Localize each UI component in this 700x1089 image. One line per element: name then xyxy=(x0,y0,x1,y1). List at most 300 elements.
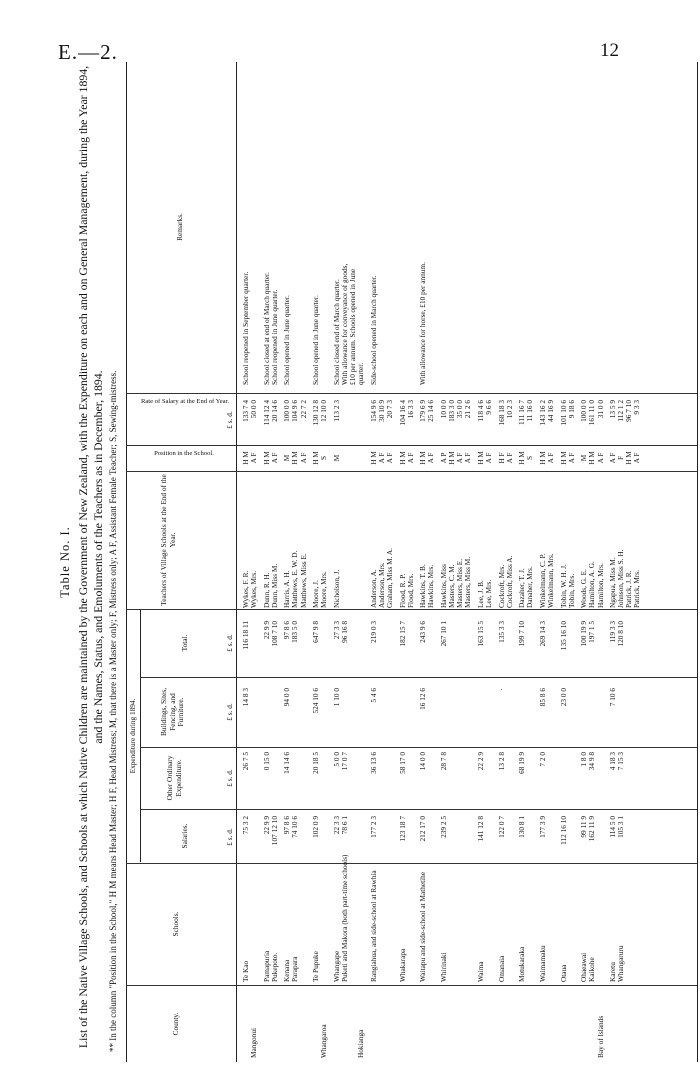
cell-line: Hawkins, Mrs. xyxy=(426,564,436,608)
col-rule xyxy=(126,471,697,472)
cell-line: 119 3 3 xyxy=(608,621,618,643)
cell-line: 116 18 11 xyxy=(241,621,250,650)
total-cell xyxy=(609,621,625,669)
cell-line: 78 6 1 xyxy=(339,816,349,835)
cell-line: Parapara xyxy=(290,956,300,982)
remarks-cell xyxy=(283,295,291,385)
cell-line: Masters, Miss M. xyxy=(463,556,473,608)
cell-line: 182 15 7 xyxy=(397,621,407,647)
cell-line: Ohaeawai xyxy=(579,952,589,982)
teachers-cell xyxy=(399,574,415,608)
buildings-cell xyxy=(283,688,291,742)
total-cell xyxy=(580,621,596,669)
cell-line: Pukepoto. xyxy=(269,952,279,982)
cell-line: 14 0 0 xyxy=(418,752,428,771)
cell-line: Lee, Mrs. xyxy=(483,579,493,608)
rate-cell xyxy=(312,400,328,444)
cell-line: quarter. xyxy=(356,362,366,385)
page-header xyxy=(0,0,700,70)
cell-line: S xyxy=(525,455,535,461)
county-cell: Mangonui xyxy=(249,1028,259,1058)
total-cell xyxy=(312,621,320,669)
schools-cell xyxy=(242,961,250,982)
other-expenditure-cell xyxy=(370,752,378,804)
cell-line: Anderson, A. xyxy=(368,569,378,608)
cell-line: Kaikohe xyxy=(587,957,597,982)
buildings-cell xyxy=(498,688,506,742)
cell-line: H M xyxy=(587,451,597,465)
cell-line: Wykes, F. R. xyxy=(241,570,250,608)
total-cell xyxy=(370,621,378,669)
position-cell xyxy=(518,447,534,469)
cell-line: With allowance for horse, £10 per annum. xyxy=(418,262,428,385)
salaries-cell xyxy=(263,816,279,862)
position-cell xyxy=(283,447,307,469)
cell-line: A F xyxy=(426,452,436,464)
cell-line: 100 19 9 xyxy=(579,621,589,647)
cell-line: 9 18 6 xyxy=(566,400,576,419)
cell-line: 7 2 0 xyxy=(538,752,547,767)
cell-line: 50 0 0 xyxy=(249,400,259,419)
salaries-cell xyxy=(399,816,407,862)
cell-line: 23 0 0 xyxy=(558,688,568,707)
teachers-cell xyxy=(370,548,394,608)
page-reference: E.—2. xyxy=(58,40,118,64)
cell-line: Ngapua, Miss M. xyxy=(608,557,618,608)
col-rule xyxy=(126,985,697,986)
table-caption: List of the Native Village Schools, and Schools at which Native Children are maintained by the Government of New Zealand, with the Expenditure on each and on General Management, during the Year 1894, and the Names, Status, and Emoluments of the Teachers as in December, 1894. xyxy=(76,65,105,1049)
cell-line: Te Kao xyxy=(241,960,250,982)
total-cell xyxy=(242,621,250,669)
cell-line: 5 4 6 xyxy=(368,688,378,703)
schools-cell xyxy=(440,952,448,982)
schools-cell xyxy=(399,949,407,982)
cell-line: Cockroft, Miss A. xyxy=(504,555,514,608)
cell-line: 13 5 9 xyxy=(608,400,618,419)
teachers-cell xyxy=(609,550,641,608)
page-number: 12 xyxy=(600,40,619,61)
cell-line: 219 0 3 xyxy=(368,621,378,643)
cell-line: Hamilton, Mrs. xyxy=(595,563,605,608)
schools-cell xyxy=(580,953,596,982)
cell-line: A F xyxy=(595,452,605,464)
cell-line: 114 12 4 xyxy=(261,400,271,426)
teachers-cell xyxy=(518,566,534,608)
cell-line: 104 9 6 xyxy=(290,400,300,422)
cell-line: 22 7 2 xyxy=(298,400,308,419)
cell-line: 44 16 9 xyxy=(546,400,556,422)
total-cell xyxy=(518,621,526,669)
cell-line: Whangaruru xyxy=(616,945,626,982)
salaries-cell xyxy=(498,816,506,862)
cell-line: Whirinaki xyxy=(439,952,448,982)
cell-line: Flood, Mrs. xyxy=(405,573,415,608)
schools-cell xyxy=(560,965,568,982)
cell-line: A F xyxy=(463,452,473,464)
header-other: Other Ordinary Expenditure. xyxy=(165,755,183,801)
teachers-cell xyxy=(283,551,307,608)
buildings-cell xyxy=(370,688,378,742)
cell-line: Masters, Miss E. xyxy=(455,558,465,608)
cell-line: 11 16 0 xyxy=(525,400,535,422)
schools-cell xyxy=(312,951,320,982)
buildings-cell xyxy=(539,688,547,742)
cell-line: Patrick, Mrs. xyxy=(632,570,642,608)
cell-line: Flood, R. P. xyxy=(397,573,407,608)
teachers-cell xyxy=(419,564,435,608)
cell-line: Tobin, W. H. J. xyxy=(558,564,568,608)
cell-line: A F xyxy=(384,452,394,464)
cell-line: A F xyxy=(376,452,386,464)
cell-line: 1 8 0 xyxy=(579,752,589,767)
cell-line: 20 18 5 xyxy=(311,752,321,774)
cell-line: School closed end of March quarter. xyxy=(331,279,341,385)
rate-cell xyxy=(440,400,472,444)
cell-line: A F xyxy=(546,452,556,464)
cell-line: 212 17 0 xyxy=(418,816,428,842)
total-cell xyxy=(399,621,407,669)
schools-cell xyxy=(518,947,526,982)
cell-line: 177 3 9 xyxy=(538,816,547,838)
cell-line: Pamapuria xyxy=(261,950,271,982)
cell-line: 1 10 0 xyxy=(331,688,341,707)
cell-line: 101 10 6 xyxy=(558,400,568,426)
cell-line: 154 9 6 xyxy=(368,400,378,422)
header-bottom-rule xyxy=(236,62,237,1062)
cell-line: Wykes, Mrs. xyxy=(249,570,259,608)
rate-cell xyxy=(399,400,415,444)
total-cell xyxy=(477,621,485,669)
cell-line: H M xyxy=(624,451,634,465)
cell-line: 183 3 0 xyxy=(447,400,457,422)
header-teachers: Teachers of Village Schools at the End of the Year. xyxy=(159,474,177,606)
cell-line: Motukaraka xyxy=(517,946,527,982)
header-total: Total. xyxy=(180,634,189,652)
cell-line: 122 0 7 xyxy=(496,816,506,838)
cell-line: Otaua xyxy=(558,964,568,982)
total-cell xyxy=(419,621,427,669)
cell-line: A F xyxy=(566,452,576,464)
cell-line: Matthews, E. W. D. xyxy=(290,550,300,608)
cell-line: Hamilton, A. G. xyxy=(587,561,597,608)
total-cell xyxy=(440,621,448,669)
rate-cell xyxy=(580,400,604,444)
buildings-cell xyxy=(609,688,617,742)
expenditure-table xyxy=(126,62,698,1062)
other-expenditure-cell xyxy=(580,752,596,804)
cell-line: Masters, C. M. xyxy=(447,564,457,608)
cell-line: 135 16 10 xyxy=(558,621,568,651)
cell-line: 267 10 1 xyxy=(439,621,448,647)
cell-line: 16 3 3 xyxy=(405,400,415,419)
teachers-cell xyxy=(333,570,341,608)
position-cell xyxy=(312,447,328,469)
cell-line: Whakarapa xyxy=(397,948,407,982)
cell-line: 17 0 7 xyxy=(339,752,349,771)
cell-line: Winkelmann, Mrs. xyxy=(546,553,556,608)
cell-line: 102 0 9 xyxy=(311,816,321,838)
salaries-cell xyxy=(518,816,526,862)
cell-line: 4 18 3 xyxy=(608,752,618,771)
cell-line: Dunn, R. H. xyxy=(261,572,271,608)
cell-line: Te Pupuke xyxy=(311,951,321,982)
col-rule xyxy=(126,445,697,446)
col-rule xyxy=(140,747,697,748)
rate-cell xyxy=(263,400,279,444)
other-expenditure-cell xyxy=(539,752,547,804)
cell-line: A F xyxy=(632,452,642,464)
total-cell xyxy=(333,621,349,669)
teachers-cell xyxy=(539,553,555,608)
cell-line: A F xyxy=(298,452,308,464)
cell-line: 104 16 4 xyxy=(397,400,407,426)
rate-cell xyxy=(539,400,555,444)
schools-cell xyxy=(498,956,506,982)
remarks-cell xyxy=(263,272,279,385)
teachers-cell xyxy=(440,557,472,608)
cell-line: H M xyxy=(290,451,300,465)
cell-line: 7 10 6 xyxy=(608,688,618,707)
cell-line: M xyxy=(282,454,292,462)
cell-line: 34 9 8 xyxy=(587,752,597,771)
cell-line: H M xyxy=(311,451,321,465)
cell-line: 26 7 5 xyxy=(241,752,250,771)
cell-line: A F xyxy=(269,452,279,464)
cell-line: Woods, G. E. xyxy=(579,569,589,608)
cell-line: School closed at end of March quarter. xyxy=(261,272,271,385)
rate-cell xyxy=(242,400,258,444)
header-expenditure: Expenditure during 1894. xyxy=(128,698,137,774)
cell-line: H M xyxy=(418,451,428,465)
cell-line: Danaher, Mrs. xyxy=(525,566,535,608)
salaries-cell xyxy=(609,816,625,862)
other-expenditure-cell xyxy=(477,752,485,804)
cell-line: 14 8 3 xyxy=(241,688,250,707)
cell-line: Nicholson, J. xyxy=(331,569,341,608)
cell-line: H M xyxy=(241,451,250,465)
cell-line: Matthews, Miss E. xyxy=(298,553,308,608)
position-cell xyxy=(263,447,279,469)
cell-line: 0 15 0 xyxy=(261,752,271,771)
col-rule xyxy=(126,393,697,394)
cell-line: School reopened in September quarter. xyxy=(241,271,250,385)
position-cell xyxy=(539,447,555,469)
rate-cell xyxy=(518,400,534,444)
cell-line: H M xyxy=(397,451,407,465)
teachers-cell xyxy=(498,556,514,608)
position-cell xyxy=(419,447,435,469)
col-rule xyxy=(140,809,697,810)
buildings-cell xyxy=(333,688,341,742)
table-title: Table No. I. xyxy=(58,526,72,598)
cell-line: 99 11 9 xyxy=(579,816,589,838)
cell-line: 22 9 9 xyxy=(261,816,271,835)
unit-other: £ s. d. xyxy=(225,769,234,787)
cell-line: 269 14 3 xyxy=(538,621,547,647)
cell-line: 75 3 2 xyxy=(241,816,250,835)
cell-line: 112 1 2 xyxy=(616,400,626,422)
position-cell xyxy=(560,447,576,469)
remarks-cell xyxy=(242,272,250,385)
cell-line: 68 19 9 xyxy=(517,752,527,774)
other-expenditure-cell xyxy=(609,752,625,804)
cell-line: H M xyxy=(517,451,527,465)
cell-line: Tobin, Mrs. xyxy=(566,573,576,608)
cell-line: 31 0 0 xyxy=(595,400,605,419)
cell-line: Kenana xyxy=(282,959,292,982)
cell-line: A F xyxy=(483,452,493,464)
buildings-cell xyxy=(419,688,427,742)
cell-line: 36 13 6 xyxy=(368,752,378,774)
cell-line: 22 9 9 xyxy=(261,621,271,640)
table-bottom-rule xyxy=(697,62,698,1062)
cell-line: 130 12 8 xyxy=(311,400,321,426)
salaries-cell xyxy=(283,816,299,862)
cell-line: F xyxy=(616,455,626,461)
county-cell: Whangaroa xyxy=(319,1024,329,1058)
cell-line: Moore, J. xyxy=(311,580,321,608)
cell-line: H M xyxy=(558,451,568,465)
cell-line: 118 4 6 xyxy=(475,400,485,422)
rate-cell xyxy=(498,400,514,444)
rate-cell xyxy=(477,400,493,444)
cell-line: 22 2 9 xyxy=(475,752,485,771)
cell-line: H M xyxy=(538,451,547,465)
cell-line: Patrick, J. R. xyxy=(624,570,634,608)
buildings-cell xyxy=(560,688,568,742)
cell-line: Waitapu and side-school at Mathetihe xyxy=(418,871,428,982)
cell-line: 114 5 0 xyxy=(608,816,618,838)
position-cell xyxy=(333,447,341,469)
remarks-cell xyxy=(333,264,365,385)
unit-buildings: £ s. d. xyxy=(225,703,234,721)
rate-cell xyxy=(419,400,435,444)
salaries-cell xyxy=(539,816,547,862)
cell-line: 7 15 3 xyxy=(616,752,626,771)
cell-line: 97 8 6 xyxy=(282,816,292,835)
other-expenditure-cell xyxy=(419,752,427,804)
cell-line: 22 3 3 xyxy=(331,816,341,835)
remarks-cell xyxy=(370,275,378,385)
cell-line: 20 7 3 xyxy=(384,400,394,419)
cell-line: 168 18 3 xyxy=(496,400,506,426)
other-expenditure-cell xyxy=(399,752,407,804)
cell-line: 161 11 0 xyxy=(587,400,597,426)
cell-line: 94 0 0 xyxy=(282,688,292,707)
cell-line: 107 12 10 xyxy=(269,816,279,846)
header-salaries: Salaries. xyxy=(180,823,189,849)
cell-line: 112 16 10 xyxy=(558,816,568,845)
rotated-table-page xyxy=(58,62,698,1062)
cell-line: 100 0 0 xyxy=(579,400,589,422)
table-top-rule xyxy=(126,62,127,1062)
rate-cell xyxy=(609,400,641,444)
county-cell: Bay of Islands xyxy=(595,1015,605,1058)
header-position: Position in the School. xyxy=(154,450,214,457)
cell-line: 96 7 10 xyxy=(624,400,634,422)
salaries-cell xyxy=(440,816,448,862)
cell-line: Side-school opened in March quarter. xyxy=(368,275,378,385)
rate-cell xyxy=(333,400,341,444)
cell-line: 239 2 5 xyxy=(439,816,448,838)
other-expenditure-cell xyxy=(498,752,506,804)
total-cell xyxy=(283,621,299,669)
cell-line: A F xyxy=(455,452,465,464)
cell-line: 100 0 0 xyxy=(282,400,292,422)
cell-line: Graham, Miss M. A. xyxy=(384,548,394,608)
cell-line: 135 3 3 xyxy=(496,621,506,643)
cell-line: 30 10 9 xyxy=(376,400,386,422)
cell-line: · xyxy=(496,688,506,691)
cell-line: 20 14 6 xyxy=(269,400,279,422)
cell-line: M xyxy=(331,454,341,462)
cell-line: 58 17 0 xyxy=(397,752,407,774)
cell-line: 111 16 7 xyxy=(517,400,527,425)
teachers-cell xyxy=(263,564,279,608)
cell-line: H M xyxy=(261,451,271,465)
other-expenditure-cell xyxy=(333,752,349,804)
cell-line: Puketi and Makora (both part-time schools) xyxy=(339,854,349,982)
schools-cell xyxy=(477,962,485,982)
cell-line: 97 8 6 xyxy=(282,621,292,640)
col-rule xyxy=(126,863,697,864)
cell-line: Whangape xyxy=(331,950,341,982)
cell-line: 123 18 7 xyxy=(397,816,407,842)
position-cell xyxy=(440,447,472,469)
cell-line: 25 14 6 xyxy=(426,400,436,422)
cell-line: A F xyxy=(608,452,618,464)
cell-line: Waima xyxy=(475,961,485,982)
county-cell: Hokianga xyxy=(356,1029,366,1058)
unit-rate: £ s. d. xyxy=(225,411,234,429)
teachers-cell xyxy=(312,571,328,608)
cell-line: H F xyxy=(496,452,506,464)
schools-cell xyxy=(609,946,625,982)
position-cell xyxy=(399,447,415,469)
cell-line: 96 16 8 xyxy=(339,621,349,643)
cell-line: 9 3 3 xyxy=(632,400,642,415)
cell-line: 162 11 9 xyxy=(587,816,597,842)
schools-cell xyxy=(283,956,299,982)
cell-line: 120 8 10 xyxy=(616,621,626,647)
cell-line: 179 6 9 xyxy=(418,400,428,422)
cell-line: 35 0 0 xyxy=(455,400,465,419)
position-cell xyxy=(477,447,493,469)
position-cell xyxy=(242,447,258,469)
cell-line: 12 10 0 xyxy=(319,400,329,422)
cell-line: H M xyxy=(447,451,457,465)
cell-line: Hawkins, Miss xyxy=(439,564,448,608)
cell-line: 108 7 10 xyxy=(269,621,279,647)
schools-cell xyxy=(419,872,427,982)
cell-line: Omanaia xyxy=(496,955,506,982)
cell-line: H M xyxy=(475,451,485,465)
cell-line: Anderson, Mrs. xyxy=(376,562,386,608)
cell-line: Hawkins, T. B. xyxy=(418,564,428,608)
cell-line: 199 7 10 xyxy=(517,621,527,647)
cell-line: Waimamaku xyxy=(538,945,547,982)
buildings-cell xyxy=(242,688,250,742)
remarks-cell xyxy=(419,262,427,385)
cell-line: 28 7 8 xyxy=(439,752,448,771)
salaries-cell xyxy=(242,816,250,862)
other-expenditure-cell xyxy=(312,752,320,804)
cell-line: With allowance for conveyance of goods, xyxy=(339,263,349,385)
position-cell xyxy=(370,447,394,469)
position-cell xyxy=(609,447,641,469)
rate-cell xyxy=(283,400,307,444)
cell-line: 5 0 0 xyxy=(331,752,341,767)
